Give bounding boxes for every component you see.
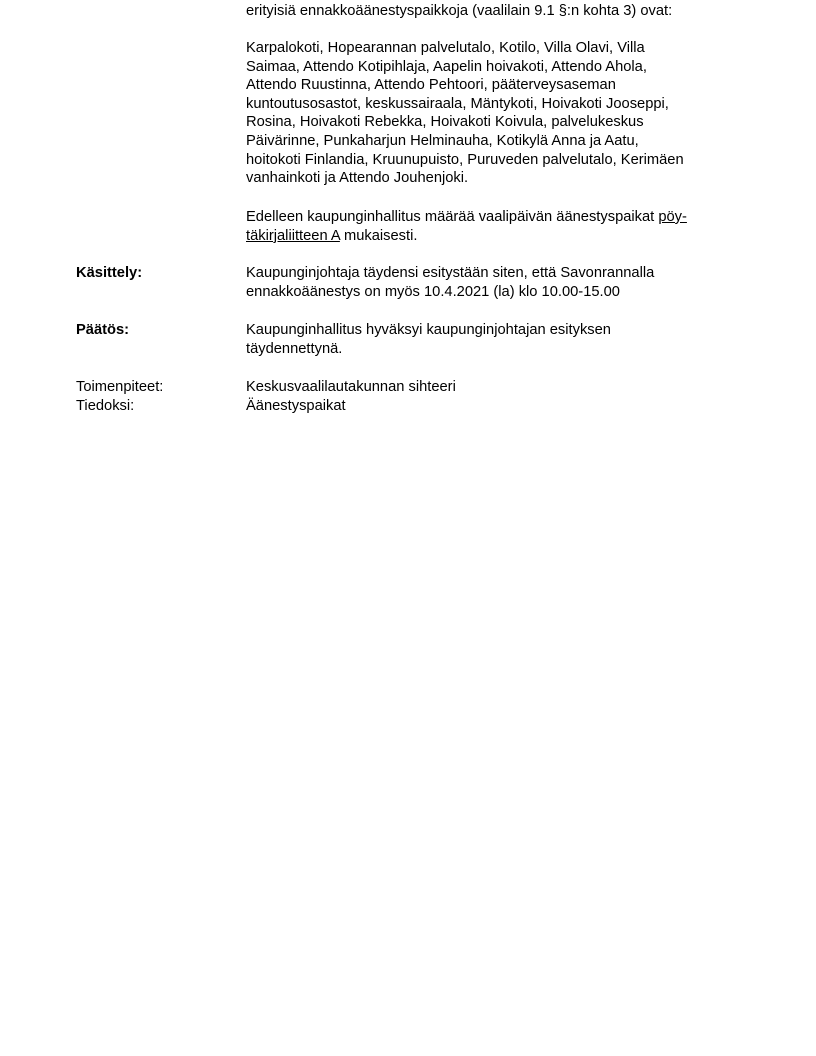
paatos-label: Päätös: [76, 322, 130, 338]
tiedoksi-value: Äänestyspaikat [246, 398, 346, 414]
edelleen-text-2: mukaisesti. [339, 227, 418, 244]
kasittely-content [246, 264, 738, 301]
edelleen-line-1 [246, 208, 738, 227]
toimenpiteet-label: Toimenpiteet: [76, 379, 164, 395]
kasittely-line: Kaupunginjohtaja täydensi esitystään siten, että Savonrannalla [246, 265, 655, 281]
attachment-a-link[interactable]: pöy- [658, 209, 687, 225]
paatos-line: Kaupunginhallitus hyväksyi kaupunginjohtajan esityksen [246, 322, 611, 338]
locations-paragraph [246, 39, 738, 188]
locations-line: Rosina, Hoivakoti Rebekka, Hoivakoti Koivula, palvelukeskus [246, 114, 644, 131]
tiedoksi-label: Tiedoksi: [76, 398, 135, 414]
locations-line: vanhainkoti ja Attendo Jouhenjoki. [246, 170, 469, 187]
intro-content [246, 2, 738, 21]
attachment-a-link[interactable]: täkirjaliitteen A [246, 227, 340, 244]
locations-line: kuntoutusosastot, keskussairaala, Mäntykoti, Hoivakoti Jooseppi, [246, 95, 669, 112]
locations-line: Karpalokoti, Hopearannan palvelutalo, Kotilo, Villa Olavi, Villa [246, 40, 645, 56]
paatos-content [246, 321, 738, 358]
toimenpiteet-content [246, 378, 738, 397]
kasittely-line: ennakkoäänestys on myös 10.4.2021 (la) klo 10.00-15.00 [246, 283, 620, 300]
edelleen-line-2 [246, 227, 738, 246]
paatos-line: täydennettynä. [246, 340, 343, 357]
tiedoksi-content [246, 397, 738, 416]
locations-line: Päivärinne, Punkaharjun Helminauha, Kotikylä Anna ja Aatu, [246, 132, 639, 149]
toimenpiteet-value: Keskusvaalilautakunnan sihteeri [246, 379, 456, 395]
edelleen-paragraph [246, 208, 738, 245]
locations-line: Saimaa, Attendo Kotipihlaja, Aapelin hoivakoti, Attendo Ahola, [246, 58, 647, 75]
edelleen-text-1: Edelleen kaupunginhallitus määrää vaalipäivän äänestyspaikat [246, 209, 659, 225]
kasittely-label: Käsittely: [76, 265, 143, 281]
locations-line: hoitokoti Finlandia, Kruunupuisto, Puruveden palvelutalo, Kerimäen [246, 151, 684, 168]
intro-text: erityisiä ennakkoäänestyspaikkoja (vaalilain 9.1 §:n kohta 3) ovat: [246, 3, 673, 19]
locations-line: Attendo Ruustinna, Attendo Pehtoori, pääterveysaseman [246, 77, 616, 94]
